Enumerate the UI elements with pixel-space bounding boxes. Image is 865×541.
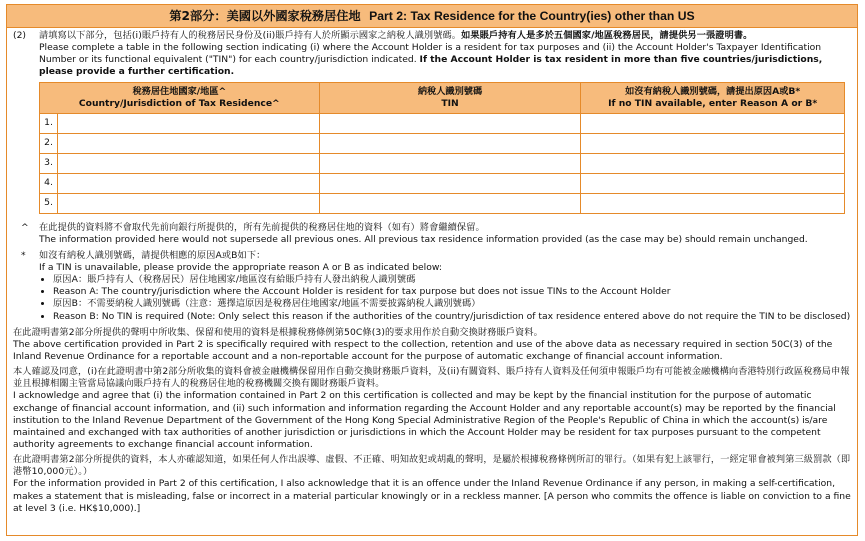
intro-paragraph xyxy=(13,30,851,79)
intro-text-en: Please complete a table in the following section indicating (i) where the Account Holder is a resident for tax purposes and (ii) the Account Holder's Taxpayer Identification Number or its functional equivalent ("TIN") for each country/jurisdiction indicated. xyxy=(39,42,822,66)
column-header-tin-zh: 納稅人識別號碼 xyxy=(417,86,483,98)
table-row xyxy=(40,133,845,153)
row-index: 5. xyxy=(40,193,58,213)
certification-3-en: For the information provided in Part 2 of this certification, I also acknowledge that it is an offence under the Inland Revenue Ordinance if any person, in making a self-certification, makes a statement that is misleading, false or incorrect in a material particular knowingly or in a reckless manner. [A person who commits the offence is liable on conviction to a fine at level 3 (i.e. HK$10,000).] xyxy=(13,478,851,514)
list-item: • Reason B: No TIN is required (Note: Only select this reason if the authorities of the country/jurisdiction of tax residence entered above do not require the TIN to be disclosed) xyxy=(53,311,851,323)
table-row xyxy=(40,193,845,213)
row-index: 4. xyxy=(40,173,58,193)
footnote-asterisk xyxy=(13,250,851,323)
certification-paragraph-1 xyxy=(13,327,851,363)
certification-1-zh: 在此證明書第2部分所提供的聲明中所收集、保留和使用的資料是根據稅務條例第50C條(3)的要求用作於自動交換財務賬戶資料。 xyxy=(13,326,543,338)
footnote-caret-symbol: ^ xyxy=(21,221,29,233)
reason-field[interactable] xyxy=(581,173,845,193)
country-field[interactable] xyxy=(57,173,319,193)
tin-field[interactable] xyxy=(319,113,581,133)
tin-field[interactable] xyxy=(319,153,581,173)
row-index: 1. xyxy=(40,113,58,133)
column-header-tin-en: TIN xyxy=(441,97,459,109)
section-title-en: Part 2: Tax Residence for the Country(ies) other than US xyxy=(369,9,695,23)
country-field[interactable] xyxy=(57,153,319,173)
reason-field[interactable] xyxy=(581,113,845,133)
intro-number: (2) xyxy=(13,30,27,41)
column-header-country xyxy=(40,82,320,113)
row-index: 3. xyxy=(40,153,58,173)
column-header-country-en: Country/Jurisdiction of Tax Residence^ xyxy=(78,97,280,109)
table-row xyxy=(40,113,845,133)
country-field[interactable] xyxy=(57,133,319,153)
reason-list xyxy=(39,274,851,323)
certification-paragraph-2 xyxy=(13,366,851,451)
footnote-asterisk-en: If a TIN is unavailable, please provide the appropriate reason A or B as indicated below: xyxy=(39,261,442,273)
column-header-tin xyxy=(319,82,581,113)
certification-2-zh: 本人確認及同意，(i)在此證明書中第2部分所收集的資料會被金融機構保留用作自動交換財務賬戶資料，及(ii)有關資料、賬戶持有人資料及任何須申報賬戶均有可能被金融機構向香港特別行政區稅務局申報並且根據相關主管當局協議向賬戶持有人的稅務居住地的稅務機關交換有關財務賬戶資料。 xyxy=(13,366,850,390)
intro-text-en-bold: If the Account Holder is tax resident in more than five countries/jurisdictions, please provide a further certification. xyxy=(39,54,823,78)
certification-paragraph-3 xyxy=(13,454,851,515)
list-item: • 原因B：不需要納稅人識別號碼（注意：選擇這原因是稅務居住地國家/地區不需要披露納稅人識別號碼） xyxy=(53,298,851,310)
list-item: • Reason A: The country/jurisdiction where the Account Holder is resident for tax purpose but does not issue TINs to the Account Holder xyxy=(53,286,851,298)
country-field[interactable] xyxy=(57,193,319,213)
table-row xyxy=(40,173,845,193)
section-title-zh: 第2部分：美國以外國家稅務居住地 xyxy=(169,9,361,23)
row-index: 2. xyxy=(40,133,58,153)
table-row xyxy=(40,153,845,173)
footnote-caret-en: The information provided here would not supersede all previous ones. All previous tax residence information provided (as the case may be) should remain unchanged. xyxy=(39,233,808,245)
footnote-caret-zh: 在此提供的資料將不會取代先前向銀行所提供的，所有先前提供的稅務居住地的資料（如有）將會繼續保留。 xyxy=(39,221,485,233)
reason-field[interactable] xyxy=(581,133,845,153)
certification-3-zh: 在此證明書第2部分所提供的資料，本人亦確認知道，如果任何人作出誤導、虛假、不正確、明知故犯或胡亂的聲明，是屬於根據稅務條例所訂的罪行。（如果有犯上該罪行，一經定罪會被判第三級罰款（即港幣10,000元）。） xyxy=(13,454,851,478)
reason-field[interactable] xyxy=(581,153,845,173)
column-header-reason-zh: 如沒有納稅人識別號碼，請提出原因A或B* xyxy=(625,86,801,98)
part2-section xyxy=(6,4,858,536)
intro-text-zh-bold: 如果賬戶持有人是多於五個國家/地區稅務居民，請提供另一張證明書。 xyxy=(461,30,753,41)
section-title xyxy=(7,5,857,28)
tin-field[interactable] xyxy=(319,173,581,193)
table-header-row xyxy=(40,82,845,113)
column-header-reason-en: If no TIN available, enter Reason A or B* xyxy=(608,97,818,109)
list-item: • 原因A：賬戶持有人（稅務居民）居住地國家/地區沒有給賬戶持有人發出納稅人識別號碼 xyxy=(53,274,851,286)
certification-1-en: The above certification provided in Part 2 is specifically required with respect to the collection, retention and use of the above data as necessary required in section 50C(3) of the Inland Revenue Ordinance for a reportable account and a non-reportable account for the purpose of automatic exchange of financial account information. xyxy=(13,338,833,362)
footnote-caret xyxy=(13,222,851,246)
footnote-asterisk-zh: 如沒有納稅人識別號碼，請提供相應的原因A或B如下： xyxy=(39,249,266,261)
column-header-reason xyxy=(581,82,845,113)
country-field[interactable] xyxy=(57,113,319,133)
column-header-country-zh: 稅務居住地國家/地區^ xyxy=(132,86,227,98)
tin-field[interactable] xyxy=(319,133,581,153)
footnotes xyxy=(13,222,851,323)
intro-text-zh: 請填寫以下部分，包括(i)賬戶持有人的稅務居民身份及(ii)賬戶持有人於所顯示國家之納稅人識別號碼。 xyxy=(39,30,462,41)
tin-field[interactable] xyxy=(319,193,581,213)
footnote-asterisk-symbol: * xyxy=(21,249,26,261)
tax-residence-table xyxy=(39,82,845,214)
reason-field[interactable] xyxy=(581,193,845,213)
certification-2-en: I acknowledge and agree that (i) the information contained in Part 2 on this certification is collected and may be kept by the financial institution for the purpose of automatic exchange of financial account information, and (ii) such information and information regarding the Account Holder and any reportable account(s) may be reported by the financial institution to the Inland Revenue Department of the Government of the Hong Kong Special Administrative Region of the People's Republic of China in which the account(s) is/are maintained and exchanged with tax authorities of another jurisdiction or jurisdictions in which the Account Holder may be resident for tax purposes pursuant to the competent authority agreements to exchange financial account information. xyxy=(13,390,836,450)
